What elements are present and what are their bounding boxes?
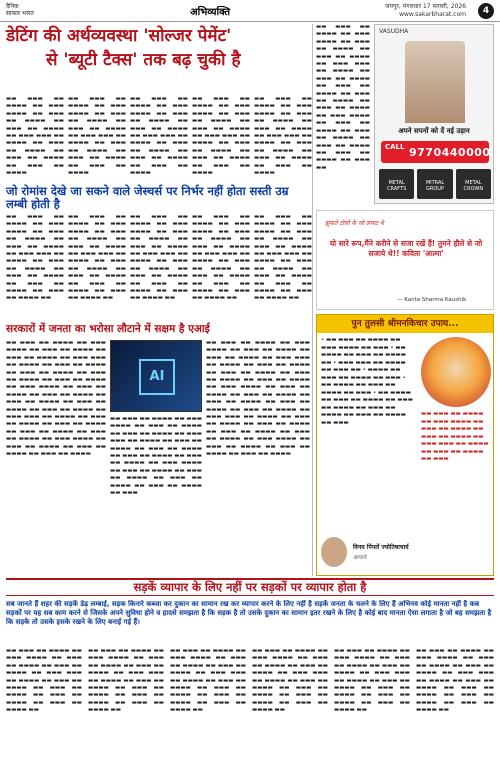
website: www.sakarbharat.com xyxy=(399,11,466,18)
ad-logo: METAL CROWN xyxy=(456,169,491,199)
ad-brand: VASUDHA xyxy=(379,28,409,35)
astrologer-name: विनय पिंपलें ज्योतिषाचार्य xyxy=(353,544,409,551)
column-divider xyxy=(312,24,313,576)
deity-illustration xyxy=(421,337,491,407)
advertisement xyxy=(374,24,494,204)
second-body-col-5: ▬▬ ▬▬▬ ▬▬ ▬▬▬▬ ▬▬ ▬▬▬ ▬▬▬▬ ▬▬ ▬▬▬ ▬▬ ▬▬▬▬ ▬▬ ▬▬▬ ▬▬ ▬▬▬▬ ▬▬ ▬▬▬ ▬▬▬ ▬▬ ▬▬▬▬ ▬▬ ▬▬▬ ▬▬ ▬▬▬▬ ▬▬ ▬▬▬ ▬▬ ▬▬▬▬ ▬▬ ▬▬▬ ▬▬ ▬▬▬▬ ▬▬ ▬▬▬ ▬▬ ▬▬▬▬ ▬▬ xyxy=(254,214,312,302)
mid-body-col-2: ▬▬ ▬▬▬ ▬▬ ▬▬▬▬ ▬▬ ▬▬▬ ▬▬▬▬ ▬▬ ▬▬▬ ▬▬ ▬▬▬▬ ▬▬ ▬▬▬ ▬▬ ▬▬▬▬ ▬▬ ▬▬▬ ▬▬▬ ▬▬ ▬▬▬▬ ▬▬ ▬▬▬ ▬▬ ▬▬▬▬ ▬▬ ▬▬▬ ▬▬ ▬▬▬▬ ▬▬ ▬▬▬ ▬▬ ▬▬▬▬ ▬▬ ▬▬▬ ▬▬ ▬▬▬▬ ▬▬ ▬▬▬ ▬▬▬▬ ▬▬ ▬▬▬ ▬▬ ▬▬▬▬ ▬▬ ▬▬▬ ▬▬ ▬▬▬▬ ▬▬ ▬▬▬ ▬▬ ▬▬▬▬ ▬▬ ▬▬▬ ▬▬ ▬▬▬▬ ▬▬ ▬▬▬ xyxy=(110,416,202,497)
ad-phone-number: 9770440000 xyxy=(409,146,491,159)
second-headline: जो रोमांस देखे जा सकने वाले जेस्चर्स पर निर्भर नहीं होता सस्ती उम्र लम्बी होती है xyxy=(6,184,289,211)
poem-text: यो सारे रूप,मैंने करीने से सजा रखें हैं! तुमने हौले से जो सजाये थे!! कविता 'आत्मा' xyxy=(329,239,483,258)
section-title: अभिव्यक्ति xyxy=(190,7,231,18)
second-body-col-1: ▬▬ ▬▬▬ ▬▬ ▬▬▬▬ ▬▬ ▬▬▬ ▬▬▬▬ ▬▬ ▬▬▬ ▬▬ ▬▬▬▬ ▬▬ ▬▬▬ ▬▬ ▬▬▬▬ ▬▬ ▬▬▬ ▬▬▬ ▬▬ ▬▬▬▬ ▬▬ ▬▬▬ ▬▬ ▬▬▬▬ ▬▬ ▬▬▬ ▬▬ ▬▬▬▬ ▬▬ ▬▬▬ ▬▬ ▬▬▬▬ ▬▬ ▬▬▬ ▬▬ ▬▬▬▬ ▬▬ xyxy=(6,214,64,302)
lead-headline-line1: डेटिंग की अर्थव्यवस्था 'सोल्जर पेमेंट' xyxy=(6,26,232,46)
second-body-col-4: ▬▬ ▬▬▬ ▬▬ ▬▬▬▬ ▬▬ ▬▬▬ ▬▬▬▬ ▬▬ ▬▬▬ ▬▬ ▬▬▬▬ ▬▬ ▬▬▬ ▬▬ ▬▬▬▬ ▬▬ ▬▬▬ ▬▬▬ ▬▬ ▬▬▬▬ ▬▬ ▬▬▬ ▬▬ ▬▬▬▬ ▬▬ ▬▬▬ ▬▬ ▬▬▬▬ ▬▬ ▬▬▬ ▬▬ ▬▬▬▬ ▬▬ ▬▬▬ ▬▬ ▬▬▬▬ ▬▬ xyxy=(192,214,250,302)
mid-body-col-3: ▬▬ ▬▬▬ ▬▬ ▬▬▬▬ ▬▬ ▬▬▬ ▬▬▬▬ ▬▬ ▬▬▬ ▬▬ ▬▬▬▬ ▬▬ ▬▬▬ ▬▬ ▬▬▬▬ ▬▬ ▬▬▬ ▬▬▬ ▬▬ ▬▬▬▬ ▬▬ ▬▬▬ ▬▬ ▬▬▬▬ ▬▬ ▬▬▬ ▬▬ ▬▬▬▬ ▬▬ ▬▬▬ ▬▬ ▬▬▬▬ ▬▬ ▬▬▬ ▬▬ ▬▬▬▬ ▬▬ ▬▬▬ ▬▬▬▬ ▬▬ ▬▬▬ ▬▬ ▬▬▬▬ ▬▬ ▬▬▬ ▬▬ ▬▬▬▬ ▬▬ ▬▬▬ ▬▬ ▬▬▬▬ ▬▬ ▬▬▬ ▬▬ ▬▬▬▬ ▬▬ ▬▬▬ ▬▬ ▬▬▬▬ ▬▬ ▬▬▬ ▬▬▬ ▬▬ ▬▬▬▬ ▬▬ ▬▬▬ ▬▬ ▬▬▬▬ ▬▬ ▬▬▬ ▬▬ ▬▬▬▬ ▬▬ ▬▬▬ ▬▬ ▬▬▬▬ ▬▬ ▬▬▬ ▬▬ ▬▬▬▬ ▬▬ ▬▬▬ ▬▬▬▬ ▬▬ ▬▬▬ ▬▬ ▬▬▬▬ ▬▬ ▬▬▬ ▬▬ ▬▬▬▬ ▬▬ ▬▬▬ ▬▬ ▬▬▬▬ xyxy=(206,340,310,458)
astrologer-role: आचार्य xyxy=(353,555,367,561)
ad-portrait-photo xyxy=(405,41,465,123)
dateline-block xyxy=(385,3,466,19)
bottom-lead-paragraph: सब जानते हैं शहर की सड़कें डेढ़ लम्बाई, सड़क किनारे कब्जा कर दुकान का सामान रख कर व्यापार करने के लिए नहीं है सड़कें जनता के चलने के लिए हैं अभिनव कोई मानता नहीं है कब सड़कों पर यह सब काम करने से जिसके अपने सुविधा होने व हादसे समझता है कि सड़क है तो उसके दुकान का सामान इतर रखने के लिए है कोई बाद मानता ऐसा लगाता है जो बह समझता है कि सड़के तो उसके इसके रखने के लिए बनाई गई हैं। xyxy=(6,600,492,626)
astrologer-byline xyxy=(321,537,491,573)
ai-illustration xyxy=(110,340,202,412)
poem-author: — Kanta Sharma Kaushik xyxy=(397,297,467,303)
lead-body-col-2: ▬▬ ▬▬▬ ▬▬ ▬▬▬▬ ▬▬ ▬▬▬ ▬▬▬▬ ▬▬ ▬▬▬ ▬▬ ▬▬▬▬ ▬▬ ▬▬▬ ▬▬ ▬▬▬▬ ▬▬ ▬▬▬ ▬▬▬ ▬▬ ▬▬▬▬ ▬▬ ▬▬▬ ▬▬ ▬▬▬▬ ▬▬ ▬▬▬ ▬▬ ▬▬▬▬ ▬▬ ▬▬▬ ▬▬ ▬▬▬▬ xyxy=(68,96,126,177)
mid-headline: सरकारों में जनता का भरोसा लौटाने में सक्षम है एआई xyxy=(6,323,210,335)
ad-call-label: CALL xyxy=(385,143,405,151)
poem-intro: झुकते टोलों के जो लपाट थे xyxy=(325,220,384,227)
ai-chip-icon: AI xyxy=(139,359,175,395)
paper-name: दैनिक साकार भारत xyxy=(6,3,34,17)
astrology-body: • ▬▬ ▬▬▬ ▬▬ ▬▬▬▬ ▬▬ ▬▬▬ ▬▬▬▬ ▬▬ ▬▬▬ • ▬▬ ▬▬▬▬ ▬▬ ▬▬▬ ▬▬ ▬▬▬▬ ▬▬ • ▬▬▬ ▬▬▬ ▬▬ ▬▬▬▬ ▬▬ ▬▬▬ ▬▬ • ▬▬▬▬ ▬▬ ▬▬▬ ▬▬ ▬▬▬▬ ▬▬ ▬▬▬ • ▬▬ ▬▬▬▬ ▬▬ ▬▬▬ ▬▬ ▬▬▬▬ ▬▬ ▬▬▬ • ▬▬ ▬▬▬▬ ▬▬ ▬▬▬ ▬▬ ▬▬▬▬ ▬▬ ▬▬▬ ▬▬ ▬▬▬▬ ▬▬ ▬▬▬ ▬▬ ▬▬▬▬ ▬▬ ▬▬▬ ▬▬ ▬▬▬▬ ▬▬ ▬▬▬ xyxy=(321,337,413,426)
astrology-side-text: ▬▬ ▬▬▬ ▬▬ ▬▬▬▬ ▬▬ ▬▬▬ ▬▬▬▬ ▬▬ ▬▬▬ ▬▬ ▬▬▬▬ ▬▬ ▬▬▬ ▬▬ ▬▬▬▬ ▬▬ ▬▬▬ ▬▬▬ ▬▬ ▬▬▬▬ ▬▬ ▬▬▬ ▬▬ ▬▬▬▬ ▬▬ ▬▬▬ xyxy=(421,411,489,462)
dateline: जयपुर, मंगलवार 17 फरवरी, 2026 xyxy=(385,3,466,10)
astrology-box xyxy=(316,314,494,576)
lead-body-col-1: ▬▬ ▬▬▬ ▬▬ ▬▬▬▬ ▬▬ ▬▬▬ ▬▬▬▬ ▬▬ ▬▬▬ ▬▬ ▬▬▬▬ ▬▬ ▬▬▬ ▬▬ ▬▬▬▬ ▬▬ ▬▬▬ ▬▬▬ ▬▬ ▬▬▬▬ ▬▬ ▬▬▬ ▬▬ ▬▬▬▬ ▬▬ ▬▬▬ ▬▬ ▬▬▬▬ ▬▬ ▬▬▬ ▬▬ ▬▬▬▬ xyxy=(6,96,64,177)
bottom-body-col-5: ▬▬ ▬▬▬ ▬▬ ▬▬▬▬ ▬▬ ▬▬▬ ▬▬▬▬ ▬▬ ▬▬▬ ▬▬ ▬▬▬▬ ▬▬ ▬▬▬ ▬▬ ▬▬▬▬ ▬▬ ▬▬▬ ▬▬▬ ▬▬ ▬▬▬▬ ▬▬ ▬▬▬ ▬▬ ▬▬▬▬ ▬▬ ▬▬▬ ▬▬ ▬▬▬▬ ▬▬ ▬▬▬ ▬▬ ▬▬▬▬ ▬▬ ▬▬▬ ▬▬ ▬▬▬▬ ▬▬ xyxy=(334,648,410,714)
bottom-body-col-1: ▬▬ ▬▬▬ ▬▬ ▬▬▬▬ ▬▬ ▬▬▬ ▬▬▬▬ ▬▬ ▬▬▬ ▬▬ ▬▬▬▬ ▬▬ ▬▬▬ ▬▬ ▬▬▬▬ ▬▬ ▬▬▬ ▬▬▬ ▬▬ ▬▬▬▬ ▬▬ ▬▬▬ ▬▬ ▬▬▬▬ ▬▬ ▬▬▬ ▬▬ ▬▬▬▬ ▬▬ ▬▬▬ ▬▬ ▬▬▬▬ ▬▬ ▬▬▬ ▬▬ ▬▬▬▬ ▬▬ xyxy=(6,648,82,714)
lead-body-col-4: ▬▬ ▬▬▬ ▬▬ ▬▬▬▬ ▬▬ ▬▬▬ ▬▬▬▬ ▬▬ ▬▬▬ ▬▬ ▬▬▬▬ ▬▬ ▬▬▬ ▬▬ ▬▬▬▬ ▬▬ ▬▬▬ ▬▬▬ ▬▬ ▬▬▬▬ ▬▬ ▬▬▬ ▬▬ ▬▬▬▬ ▬▬ ▬▬▬ ▬▬ ▬▬▬▬ ▬▬ ▬▬▬ ▬▬ ▬▬▬▬ xyxy=(192,96,250,177)
astrology-title: पुन तुलसी श्रीमनकिचार उपाय... xyxy=(317,315,493,333)
second-body-col-3: ▬▬ ▬▬▬ ▬▬ ▬▬▬▬ ▬▬ ▬▬▬ ▬▬▬▬ ▬▬ ▬▬▬ ▬▬ ▬▬▬▬ ▬▬ ▬▬▬ ▬▬ ▬▬▬▬ ▬▬ ▬▬▬ ▬▬▬ ▬▬ ▬▬▬▬ ▬▬ ▬▬▬ ▬▬ ▬▬▬▬ ▬▬ ▬▬▬ ▬▬ ▬▬▬▬ ▬▬ ▬▬▬ ▬▬ ▬▬▬▬ ▬▬ ▬▬▬ ▬▬ ▬▬▬▬ ▬▬ xyxy=(130,214,188,302)
ad-tagline: अपने सपनों को दें नई उड़ान xyxy=(398,127,470,135)
astrologer-photo xyxy=(321,537,347,567)
ad-logo: MITRAL GROUP xyxy=(417,169,452,199)
bottom-body-col-2: ▬▬ ▬▬▬ ▬▬ ▬▬▬▬ ▬▬ ▬▬▬ ▬▬▬▬ ▬▬ ▬▬▬ ▬▬ ▬▬▬▬ ▬▬ ▬▬▬ ▬▬ ▬▬▬▬ ▬▬ ▬▬▬ ▬▬▬ ▬▬ ▬▬▬▬ ▬▬ ▬▬▬ ▬▬ ▬▬▬▬ ▬▬ ▬▬▬ ▬▬ ▬▬▬▬ ▬▬ ▬▬▬ ▬▬ ▬▬▬▬ ▬▬ ▬▬▬ ▬▬ ▬▬▬▬ ▬▬ xyxy=(88,648,164,714)
lead-body-col-3: ▬▬ ▬▬▬ ▬▬ ▬▬▬▬ ▬▬ ▬▬▬ ▬▬▬▬ ▬▬ ▬▬▬ ▬▬ ▬▬▬▬ ▬▬ ▬▬▬ ▬▬ ▬▬▬▬ ▬▬ ▬▬▬ ▬▬▬ ▬▬ ▬▬▬▬ ▬▬ ▬▬▬ ▬▬ ▬▬▬▬ ▬▬ ▬▬▬ ▬▬ ▬▬▬▬ ▬▬ ▬▬▬ ▬▬ ▬▬▬▬ xyxy=(130,96,188,177)
lead-headline-line2: से 'ब्यूटी टैक्स' तक बढ़ चुकी है xyxy=(46,50,241,70)
bottom-headline: सड़कें व्यापार के लिए नहीं पर सड़कों पर व्यापार होता है xyxy=(6,578,494,596)
bottom-body-col-6: ▬▬ ▬▬▬ ▬▬ ▬▬▬▬ ▬▬ ▬▬▬ ▬▬▬▬ ▬▬ ▬▬▬ ▬▬ ▬▬▬▬ ▬▬ ▬▬▬ ▬▬ ▬▬▬▬ ▬▬ ▬▬▬ ▬▬▬ ▬▬ ▬▬▬▬ ▬▬ ▬▬▬ ▬▬ ▬▬▬▬ ▬▬ ▬▬▬ ▬▬ ▬▬▬▬ ▬▬ ▬▬▬ ▬▬ ▬▬▬▬ ▬▬ ▬▬▬ ▬▬ ▬▬▬▬ ▬▬ xyxy=(416,648,494,714)
ad-call-box xyxy=(381,141,489,163)
page-number-badge: 4 xyxy=(478,3,494,19)
lead-headline xyxy=(6,24,306,94)
masthead xyxy=(0,0,500,22)
bottom-body-col-4: ▬▬ ▬▬▬ ▬▬ ▬▬▬▬ ▬▬ ▬▬▬ ▬▬▬▬ ▬▬ ▬▬▬ ▬▬ ▬▬▬▬ ▬▬ ▬▬▬ ▬▬ ▬▬▬▬ ▬▬ ▬▬▬ ▬▬▬ ▬▬ ▬▬▬▬ ▬▬ ▬▬▬ ▬▬ ▬▬▬▬ ▬▬ ▬▬▬ ▬▬ ▬▬▬▬ ▬▬ ▬▬▬ ▬▬ ▬▬▬▬ ▬▬ ▬▬▬ ▬▬ ▬▬▬▬ ▬▬ xyxy=(252,648,328,714)
mid-body-col-1: ▬▬ ▬▬▬ ▬▬ ▬▬▬▬ ▬▬ ▬▬▬ ▬▬▬▬ ▬▬ ▬▬▬ ▬▬ ▬▬▬▬ ▬▬ ▬▬▬ ▬▬ ▬▬▬▬ ▬▬ ▬▬▬ ▬▬▬ ▬▬ ▬▬▬▬ ▬▬ ▬▬▬ ▬▬ ▬▬▬▬ ▬▬ ▬▬▬ ▬▬ ▬▬▬▬ ▬▬ ▬▬▬ ▬▬ ▬▬▬▬ ▬▬ ▬▬▬ ▬▬ ▬▬▬▬ ▬▬ ▬▬▬ ▬▬▬▬ ▬▬ ▬▬▬ ▬▬ ▬▬▬▬ ▬▬ ▬▬▬ ▬▬ ▬▬▬▬ ▬▬ ▬▬▬ ▬▬ ▬▬▬▬ ▬▬ ▬▬▬ ▬▬ ▬▬▬▬ ▬▬ ▬▬▬ ▬▬ ▬▬▬▬ ▬▬ ▬▬▬ ▬▬▬ ▬▬ ▬▬▬▬ ▬▬ ▬▬▬ ▬▬ ▬▬▬▬ ▬▬ ▬▬▬ ▬▬ ▬▬▬▬ ▬▬ ▬▬▬ ▬▬ ▬▬▬▬ ▬▬ ▬▬▬ ▬▬ ▬▬▬▬ ▬▬ ▬▬▬ ▬▬▬▬ ▬▬ ▬▬▬ ▬▬ ▬▬▬▬ ▬▬ ▬▬▬ ▬▬ ▬▬▬▬ ▬▬ ▬▬▬ ▬▬ ▬▬▬▬ xyxy=(6,340,106,458)
lead-body-col-5: ▬▬ ▬▬▬ ▬▬ ▬▬▬▬ ▬▬ ▬▬▬ ▬▬▬▬ ▬▬ ▬▬▬ ▬▬ ▬▬▬▬ ▬▬ ▬▬▬ ▬▬ ▬▬▬▬ ▬▬ ▬▬▬ ▬▬▬ ▬▬ ▬▬▬▬ ▬▬ ▬▬▬ ▬▬ ▬▬▬▬ ▬▬ ▬▬▬ ▬▬ ▬▬▬▬ ▬▬ ▬▬▬ ▬▬ ▬▬▬▬ xyxy=(254,96,312,177)
poem-box xyxy=(316,210,494,310)
lead-body-col-6: ▬▬ ▬▬▬ ▬▬ ▬▬▬▬ ▬▬ ▬▬▬ ▬▬▬▬ ▬▬ ▬▬▬ ▬▬ ▬▬▬▬ ▬▬ ▬▬▬ ▬▬ ▬▬▬▬ ▬▬ ▬▬▬ ▬▬▬ ▬▬ ▬▬▬▬ ▬▬ ▬▬▬ ▬▬ ▬▬▬▬ ▬▬ ▬▬▬ ▬▬ ▬▬▬▬ ▬▬ ▬▬▬ ▬▬ ▬▬▬▬ ▬▬ ▬▬▬ ▬▬ ▬▬▬▬ ▬▬ ▬▬▬ ▬▬▬▬ ▬▬ ▬▬▬ ▬▬ ▬▬▬▬ ▬▬ ▬▬▬ ▬▬ ▬▬▬▬ ▬▬ ▬▬▬ ▬▬ ▬▬▬▬ ▬▬ ▬▬▬ ▬▬ ▬▬▬▬ ▬▬ ▬▬▬ ▬▬ xyxy=(316,24,370,171)
ad-logo-strip xyxy=(379,169,491,199)
second-body-col-2: ▬▬ ▬▬▬ ▬▬ ▬▬▬▬ ▬▬ ▬▬▬ ▬▬▬▬ ▬▬ ▬▬▬ ▬▬ ▬▬▬▬ ▬▬ ▬▬▬ ▬▬ ▬▬▬▬ ▬▬ ▬▬▬ ▬▬▬ ▬▬ ▬▬▬▬ ▬▬ ▬▬▬ ▬▬ ▬▬▬▬ ▬▬ ▬▬▬ ▬▬ ▬▬▬▬ ▬▬ ▬▬▬ ▬▬ ▬▬▬▬ ▬▬ ▬▬▬ ▬▬ ▬▬▬▬ ▬▬ xyxy=(68,214,126,302)
ad-logo: METAL CRAFTS xyxy=(379,169,414,199)
bottom-body-col-3: ▬▬ ▬▬▬ ▬▬ ▬▬▬▬ ▬▬ ▬▬▬ ▬▬▬▬ ▬▬ ▬▬▬ ▬▬ ▬▬▬▬ ▬▬ ▬▬▬ ▬▬ ▬▬▬▬ ▬▬ ▬▬▬ ▬▬▬ ▬▬ ▬▬▬▬ ▬▬ ▬▬▬ ▬▬ ▬▬▬▬ ▬▬ ▬▬▬ ▬▬ ▬▬▬▬ ▬▬ ▬▬▬ ▬▬ ▬▬▬▬ ▬▬ ▬▬▬ ▬▬ ▬▬▬▬ ▬▬ xyxy=(170,648,246,714)
